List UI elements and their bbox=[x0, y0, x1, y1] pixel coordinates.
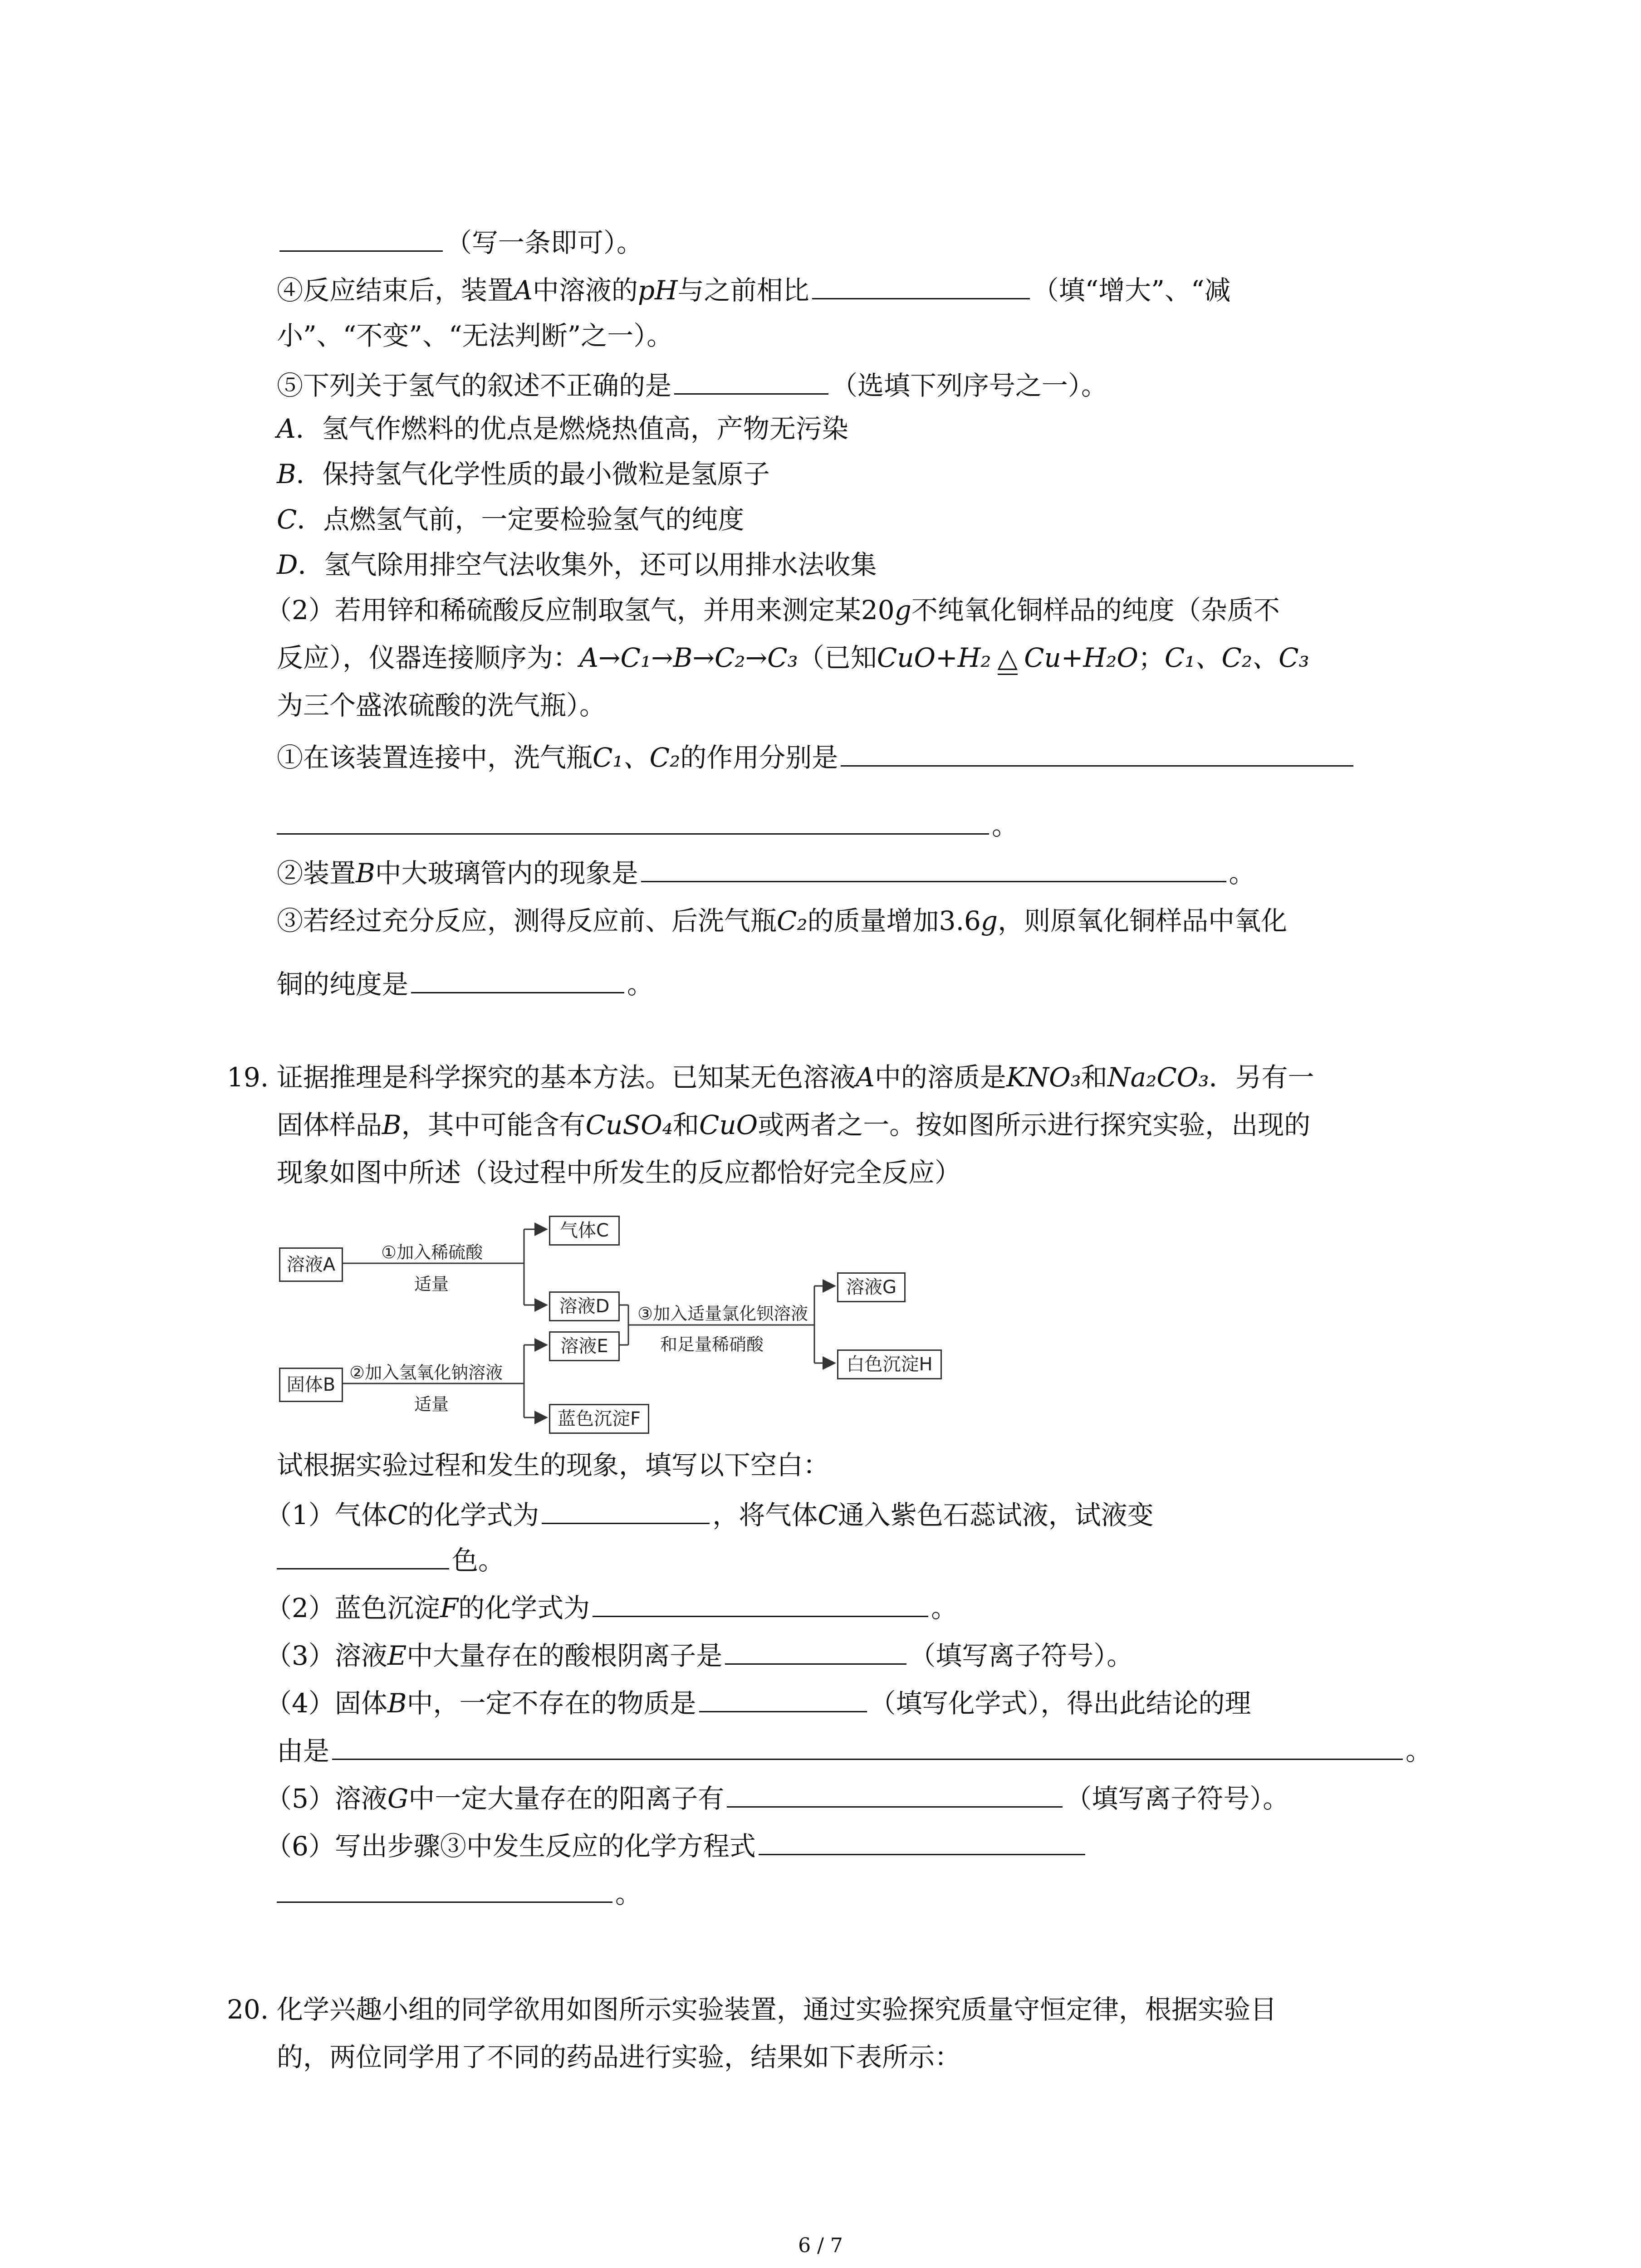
option-a: A．氢气作燃料的优点是燃烧热值高，产物无污染 bbox=[277, 413, 848, 444]
answer-blank[interactable] bbox=[277, 1873, 612, 1903]
page-number: 6 / 7 bbox=[798, 2234, 843, 2257]
solution-e-box: 溶液E bbox=[549, 1331, 620, 1361]
answer-blank[interactable] bbox=[411, 964, 624, 993]
q19-sub-6-cont: 。 bbox=[277, 1873, 642, 1910]
q18-part2-line-1: （2）若用锌和稀硫酸反应制取氢气，并用来测定某20g不纯氧化铜样品的纯度（杂质不 bbox=[265, 595, 1280, 626]
q18-line-1: （写一条即可）。 bbox=[277, 222, 643, 259]
answer-blank[interactable] bbox=[542, 1495, 710, 1524]
solid-b-box: 固体B bbox=[279, 1368, 343, 1402]
step1-amount-label: 适量 bbox=[414, 1274, 449, 1294]
q18-part2-line-2: 反应），仪器连接顺序为：A→C₁→B→C₂→C₃（已知CuO+H₂ △ Cu+H₂O；C₁、C₂、C₃ bbox=[277, 640, 1309, 676]
q20-line-1: 20. 化学兴趣小组的同学欲用如图所示实验装置，通过实验探究质量守恒定律，根据实验目 bbox=[227, 1991, 1277, 2028]
q18-line-2: ④反应结束后，装置A中溶液的pH与之前相比 （填“增大”、“减 bbox=[277, 270, 1231, 306]
q19-sub-4: （4）固体B中，一定不存在的物质是 （填写化学式），得出此结论的理 bbox=[265, 1683, 1251, 1719]
q18-line-3: 小”、“不变”、“无法判断”之一）。 bbox=[277, 320, 673, 351]
q19-line-1: 19. 证据推理是科学探究的基本方法。已知某无色溶液A中的溶质是KNO₃和Na₂CO₃．另有一 bbox=[227, 1059, 1314, 1095]
experiment-flow-diagram bbox=[279, 1209, 960, 1436]
blue-precipitate-f-box: 蓝色沉淀F bbox=[549, 1404, 649, 1434]
answer-blank[interactable] bbox=[593, 1588, 928, 1617]
answer-blank[interactable] bbox=[674, 365, 828, 395]
q18-line-4: ⑤下列关于氢气的叙述不正确的是 （选填下列序号之一）。 bbox=[277, 365, 1107, 401]
answer-blank[interactable] bbox=[332, 1730, 1403, 1760]
answer-blank[interactable] bbox=[725, 1635, 906, 1665]
q19-sub-2: （2）蓝色沉淀F的化学式为 。 bbox=[265, 1588, 957, 1624]
q19-sub-1-cont: 色。 bbox=[277, 1540, 505, 1576]
q18-part2-q1-cont: 。 bbox=[277, 805, 1018, 841]
option-c: C．点燃氢气前，一定要检验氢气的纯度 bbox=[277, 504, 745, 535]
answer-blank[interactable] bbox=[279, 222, 443, 252]
answer-blank[interactable] bbox=[277, 805, 989, 835]
q19-sub-6: （6）写出步骤③中发生反应的化学方程式 bbox=[265, 1826, 1088, 1862]
q19-sub-3: （3）溶液E中大量存在的酸根阴离子是 （填写离子符号）。 bbox=[265, 1635, 1133, 1672]
answer-blank[interactable] bbox=[699, 1683, 867, 1712]
answer-blank[interactable] bbox=[641, 853, 1226, 882]
answer-blank[interactable] bbox=[841, 737, 1353, 767]
q18-part2-q1: ①在该装置连接中，洗气瓶C₁、C₂的作用分别是 bbox=[277, 737, 1356, 773]
white-precipitate-h-box: 白色沉淀H bbox=[837, 1349, 942, 1379]
step3-condition-label: 和足量稀硝酸 bbox=[660, 1334, 764, 1354]
answer-blank[interactable] bbox=[812, 270, 1030, 299]
question-number: 20. bbox=[227, 1994, 269, 2025]
q19-intro: 试根据实验过程和发生的现象，填写以下空白： bbox=[277, 1450, 830, 1481]
answer-blank[interactable] bbox=[759, 1826, 1085, 1855]
q18-part2-q3: ③若经过充分反应，测得反应前、后洗气瓶C₂的质量增加3.6g，则原氧化铜样品中氧化 bbox=[277, 905, 1288, 936]
q19-sub-1: （1）气体C的化学式为 ，将气体C通入紫色石蕊试液，试液变 bbox=[265, 1495, 1154, 1531]
step3-label: ③加入适量氯化钡溶液 bbox=[637, 1304, 808, 1324]
q18-part2-q3-cont: 铜的纯度是 。 bbox=[277, 964, 653, 1000]
q19-sub-5: （5）溶液G中一定大量存在的阳离子有 （填写离子符号）。 bbox=[265, 1778, 1289, 1814]
option-b: B．保持氢气化学性质的最小微粒是氢原子 bbox=[277, 459, 770, 489]
step2-label: ②加入氢氧化钠溶液 bbox=[349, 1363, 503, 1383]
question-number: 19. bbox=[227, 1062, 269, 1093]
q19-line-2: 固体样品B，其中可能含有CuSO₄和CuO或两者之一。按如图所示进行探究实验，出现的 bbox=[277, 1110, 1311, 1140]
solution-a-box: 溶液A bbox=[279, 1247, 343, 1282]
q20-line-2: 的，两位同学用了不同的药品进行实验，结果如下表所示： bbox=[277, 2042, 961, 2072]
solution-g-box: 溶液G bbox=[837, 1272, 906, 1302]
answer-blank[interactable] bbox=[727, 1778, 1063, 1808]
q19-sub-4-cont: 由是 。 bbox=[277, 1730, 1432, 1767]
step2-amount-label: 适量 bbox=[414, 1394, 449, 1414]
q19-line-3: 现象如图中所述（设过程中所发生的反应都恰好完全反应） bbox=[277, 1157, 961, 1188]
answer-blank[interactable] bbox=[277, 1540, 449, 1569]
step1-label: ①加入稀硫酸 bbox=[381, 1242, 483, 1262]
q18-part2-line-3: 为三个盛浓硫酸的洗气瓶）。 bbox=[277, 690, 606, 721]
option-d: D．氢气除用排空气法收集外，还可以用排水法收集 bbox=[277, 549, 877, 580]
solution-d-box: 溶液D bbox=[549, 1291, 620, 1321]
q18-part2-q2: ②装置B中大玻璃管内的现象是 。 bbox=[277, 853, 1255, 889]
gas-c-box: 气体C bbox=[549, 1216, 620, 1246]
heat-condition: △ bbox=[998, 640, 1018, 676]
